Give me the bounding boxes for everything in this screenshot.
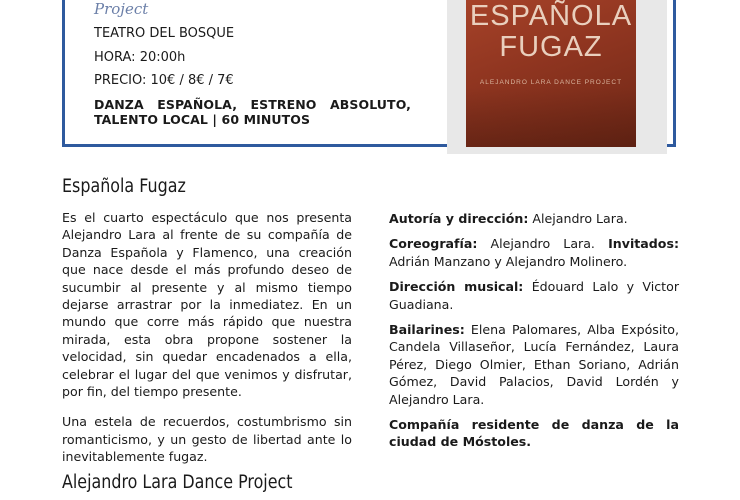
credit-authorship	[389, 210, 679, 227]
poster-title-line2: FUGAZ	[499, 31, 603, 63]
credit-guests-value: Adrián Manzano y Alejandro Molinero.	[389, 253, 628, 269]
event-tags: DANZA ESPAÑOLA, ESTRENO ABSOLUTO, TALENTO LOCAL | 60 MINUTOS	[94, 97, 411, 127]
section-heading-espanola-fugaz: Española Fugaz	[62, 176, 186, 197]
credit-authorship-value: Alejandro Lara.	[528, 211, 628, 226]
credit-dancers	[389, 321, 679, 408]
credit-guests-label: Invitados:	[608, 236, 679, 252]
poster-title-line1: ESPAÑOLA	[469, 0, 633, 32]
description-paragraph-1: Es el cuarto espectáculo que nos presenta Alejandro Lara al frente de su compañía de Danza Española y Flamenco, una creación que nace desde el más profundo deseo de sucumbir al presente y al mismo tiempo dejarse arrastrar por la inmediatez. En un mundo que corre más rápido que nuestra mirada, esta obra propone sostener la velocidad, sin quedar encadenados a ella, celebrar el lugar del que venimos y disfrutar, por fin, del tiempo presente.	[62, 210, 352, 400]
credit-music-label: Dirección musical:	[389, 279, 524, 295]
description-paragraph-2: Una estela de recuerdos, costumbrismo sin romanticismo, y un gesto de libertad ante lo inevitablemente fugaz.	[62, 414, 352, 465]
poster-image	[466, 0, 636, 147]
project-subtitle: Project	[94, 0, 149, 18]
credit-choreography-label: Coreografía:	[389, 236, 478, 252]
section-heading-dance-project: Alejandro Lara Dance Project	[62, 472, 293, 493]
credits-column	[389, 210, 679, 459]
description-column	[62, 209, 352, 479]
credit-resident	[389, 416, 679, 451]
poster-credit: ALEJANDRO LARA DANCE PROJECT	[479, 79, 623, 86]
credit-resident-text: Compañía residente de danza de la ciudad de Móstoles.	[389, 417, 679, 450]
credit-dancers-value: Elena Palomares, Alba Expósito, Candela Villaseñor, Lucía Fernández, Laura Pérez, Diego Olmier, Ethan Soriano, Adrián Gómez, David Palacios, David Lordén y Alejandro Lara.	[389, 322, 679, 407]
price: PRECIO: 10€ / 8€ / 7€	[94, 73, 234, 88]
credit-music-value: Édouard Lalo y Victor Guadiana.	[389, 279, 679, 312]
credit-music	[389, 278, 679, 313]
credit-dancers-label: Bailarines:	[389, 322, 465, 338]
credit-choreography-value: Alejandro Lara.	[477, 236, 609, 252]
credit-choreography	[389, 235, 679, 270]
time: HORA: 20:00h	[94, 50, 186, 65]
credit-authorship-label: Autoría y dirección:	[389, 211, 529, 226]
venue: TEATRO DEL BOSQUE	[94, 26, 235, 41]
